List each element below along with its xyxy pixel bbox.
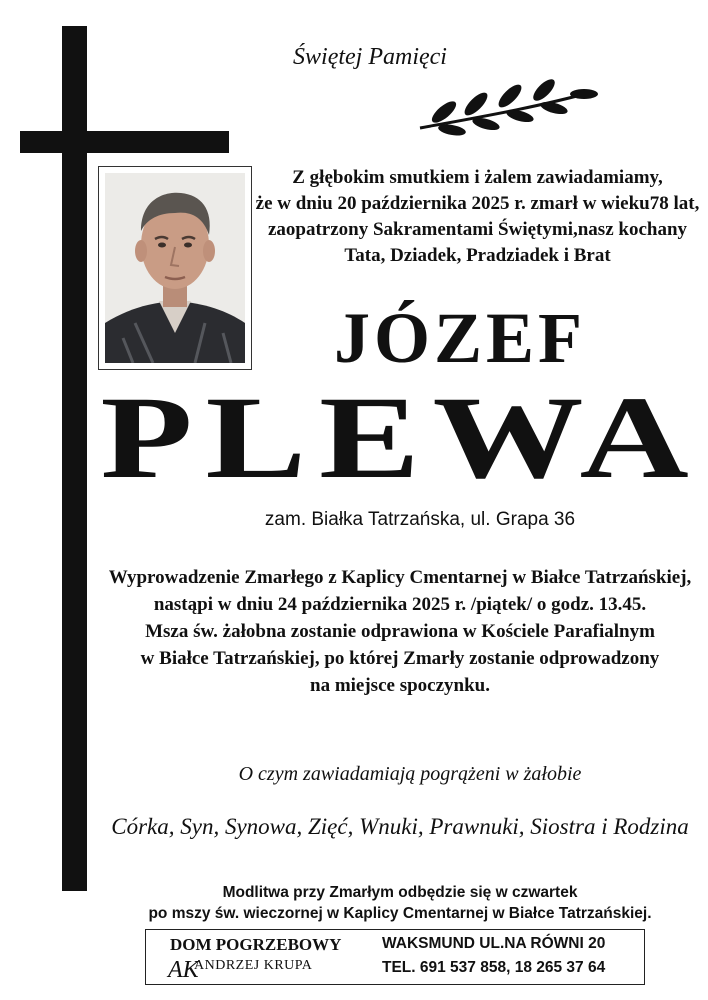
olive-branch-icon: [414, 78, 600, 136]
prayer-line: Modlitwa przy Zmarłym odbędzie się w czwartek: [222, 884, 578, 901]
funeral-line: na miejsce spoczynku.: [310, 675, 490, 696]
funeral-home-address: WAKSMUND UL.NA RÓWNI 20: [382, 935, 606, 952]
intro-line: Tata, Dziadek, Pradziadek i Brat: [344, 245, 611, 266]
announcement-intro: [255, 165, 700, 269]
funeral-line: Msza św. żałobna zostanie odprawiona w Kościele Parafialnym: [145, 621, 655, 642]
deceased-first-name: JÓZEF: [333, 298, 587, 378]
intro-line: zaopatrzony Sakramentami Świętymi,nasz kochany: [267, 219, 688, 240]
logo-text: AK: [168, 957, 199, 983]
deceased-address: zam. Białka Tatrzańska, ul. Grapa 36: [264, 509, 576, 530]
deceased-last-name: PLEWA: [100, 372, 702, 503]
portrait-frame: [98, 166, 252, 370]
portrait-photo: [105, 173, 245, 363]
funeral-details: [100, 564, 700, 699]
intro-line: Z głębokim smutkiem i żalem zawiadamiamy,: [292, 167, 663, 188]
funeral-home-box: [145, 929, 645, 985]
prayer-notice: [100, 882, 700, 924]
heading: Świętej Pamięci: [293, 44, 447, 70]
funeral-home-owner: ANDRZEJ KRUPA: [194, 958, 313, 973]
prayer-line: po mszy św. wieczornej w Kaplicy Cmentarnej w Białce Tatrzańskiej.: [148, 905, 652, 922]
intro-line: że w dniu 20 października 2025 r. zmarł w wieku78 lat,: [255, 193, 700, 214]
family-list: Córka, Syn, Synowa, Zięć, Wnuki, Prawnuki, Siostra i Rodzina: [111, 814, 689, 839]
funeral-line: nastąpi w dniu 24 października 2025 r. /piątek/ o godz. 13.45.: [153, 594, 647, 615]
funeral-home-name: DOM POGRZEBOWY: [170, 935, 342, 954]
mourners-line: O czym zawiadamiają pogrążeni w żałobie: [238, 763, 582, 785]
funeral-line: Wyprowadzenie Zmarłego z Kaplicy Cmentarnej w Białce Tatrzańskiej,: [108, 567, 692, 588]
funeral-home-phone: TEL. 691 537 858, 18 265 37 64: [382, 959, 606, 976]
funeral-line: w Białce Tatrzańskiej, po której Zmarły zostanie odprowadzony: [140, 648, 660, 669]
cross-icon-bar: [20, 131, 229, 153]
